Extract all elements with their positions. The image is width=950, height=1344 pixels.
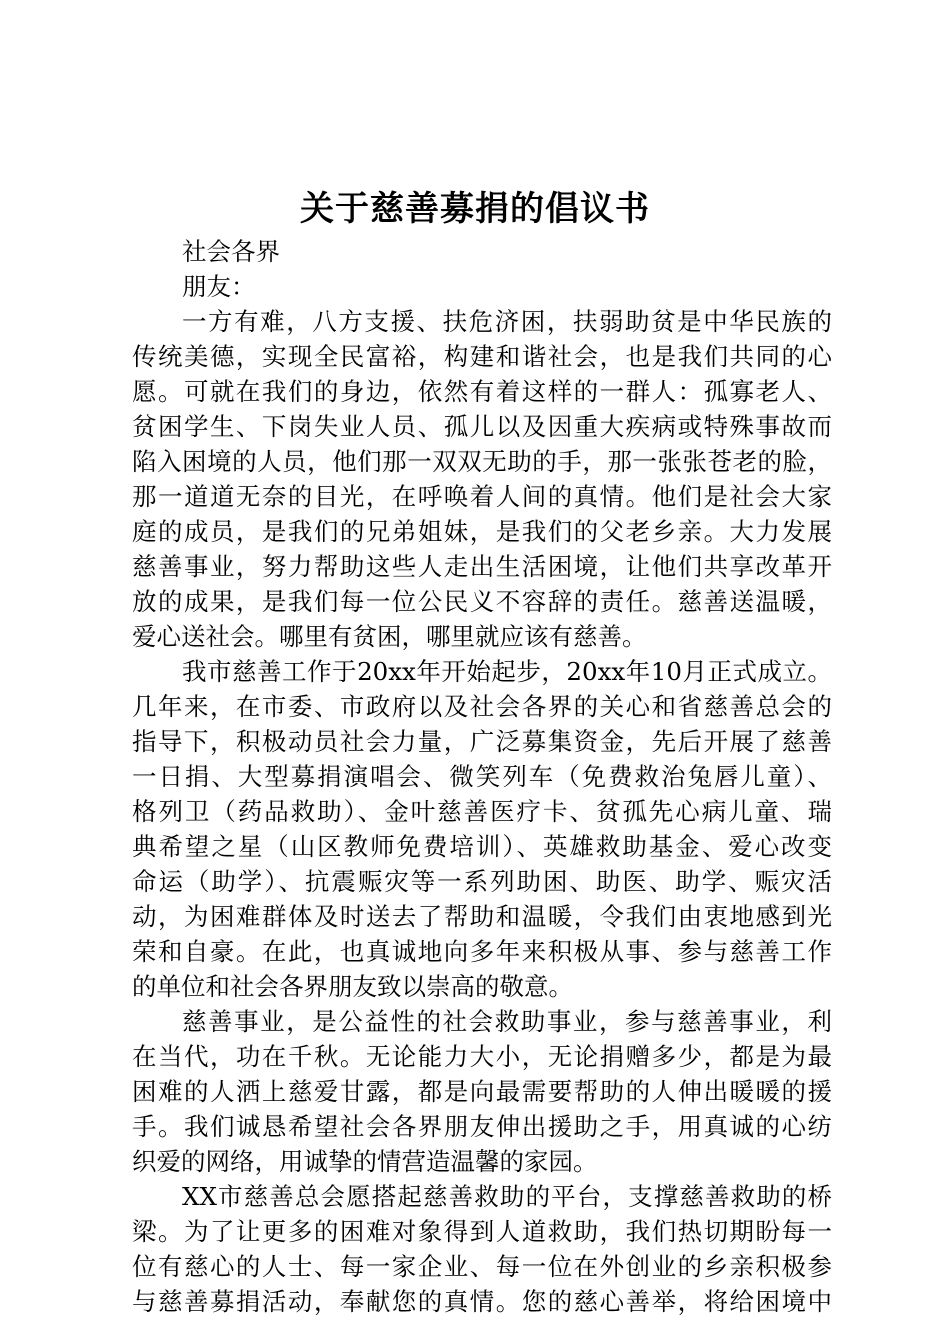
text-line: 一方有难，八方支援、扶危济困，扶弱助贫是中华民族的 — [182, 307, 832, 336]
text-line: 陷入困境的人员，他们那一双双无助的手，那一张张苍老的脸， — [132, 447, 832, 476]
text-line: 那一道道无奈的目光，在呼唤着人间的真情。他们是社会大家 — [132, 482, 832, 511]
text-line: 的单位和社会各界朋友致以崇高的敬意。 — [132, 972, 573, 1001]
text-line: 命运（助学）、抗震赈灾等一系列助困、助医、助学、赈灾活 — [132, 867, 832, 896]
text-line: 动，为困难群体及时送去了帮助和温暖，令我们由衷地感到光 — [132, 902, 832, 931]
text-line: 我市慈善工作于20xx年开始起步，20xx年10月正式成立。 — [182, 657, 832, 686]
text-line: 社会各界 — [182, 237, 280, 266]
text-line: 传统美德，实现全民富裕，构建和谐社会，也是我们共同的心 — [132, 342, 832, 371]
text-line: 慈善事业，是公益性的社会救助事业，参与慈善事业，利 — [182, 1007, 832, 1036]
text-line: 爱心送社会。哪里有贫困，哪里就应该有慈善。 — [132, 622, 647, 651]
text-line: 荣和自豪。在此，也真诚地向多年来积极从事、参与慈善工作 — [132, 937, 832, 966]
document-title: 关于慈善募捐的倡议书 — [300, 189, 650, 229]
text-line: 梁。为了让更多的困难对象得到人道救助，我们热切期盼每一 — [132, 1217, 832, 1246]
text-line: 格列卫（药品救助）、金叶慈善医疗卡、贫孤先心病儿童、瑞 — [132, 797, 832, 826]
text-line: 手。我们诚恳希望社会各界朋友伸出援助之手，用真诚的心纺 — [132, 1112, 832, 1141]
text-line: 放的成果，是我们每一位公民义不容辞的责任。慈善送温暖， — [132, 587, 832, 616]
text-line: 慈善事业，努力帮助这些人走出生活困境，让他们共享改革开 — [132, 552, 832, 581]
text-line: 指导下，积极动员社会力量，广泛募集资金，先后开展了慈善 — [132, 727, 832, 756]
text-line: 庭的成员，是我们的兄弟姐妹，是我们的父老乡亲。大力发展 — [132, 517, 832, 546]
text-line: 愿。可就在我们的身边，依然有着这样的一群人：孤寡老人、 — [132, 377, 832, 406]
text-line: 困难的人洒上慈爱甘露，都是向最需要帮助的人伸出暖暖的援 — [132, 1077, 832, 1106]
text-line: 与慈善募捐活动，奉献您的真情。您的慈心善举，将给困境中 — [132, 1287, 832, 1316]
text-line: 位有慈心的人士、每一家企业、每一位在外创业的乡亲积极参 — [132, 1252, 832, 1281]
text-line: 典希望之星（山区教师免费培训）、英雄救助基金、爱心改变 — [132, 832, 832, 861]
text-line: 织爱的网络，用诚挚的情营造温馨的家园。 — [132, 1147, 598, 1176]
text-line: 几年来，在市委、市政府以及社会各界的关心和省慈善总会的 — [132, 692, 832, 721]
text-line: 朋友： — [182, 272, 256, 301]
text-line: 贫困学生、下岗失业人员、孤儿以及因重大疾病或特殊事故而 — [132, 412, 832, 441]
text-line: 一日捐、大型募捐演唱会、微笑列车（免费救治兔唇儿童）、 — [132, 762, 832, 791]
text-line: XX市慈善总会愿搭起慈善救助的平台，支撑慈善救助的桥 — [182, 1182, 832, 1211]
document-body — [132, 234, 832, 1319]
text-line: 在当代，功在千秋。无论能力大小，无论捐赠多少，都是为最 — [132, 1042, 832, 1071]
